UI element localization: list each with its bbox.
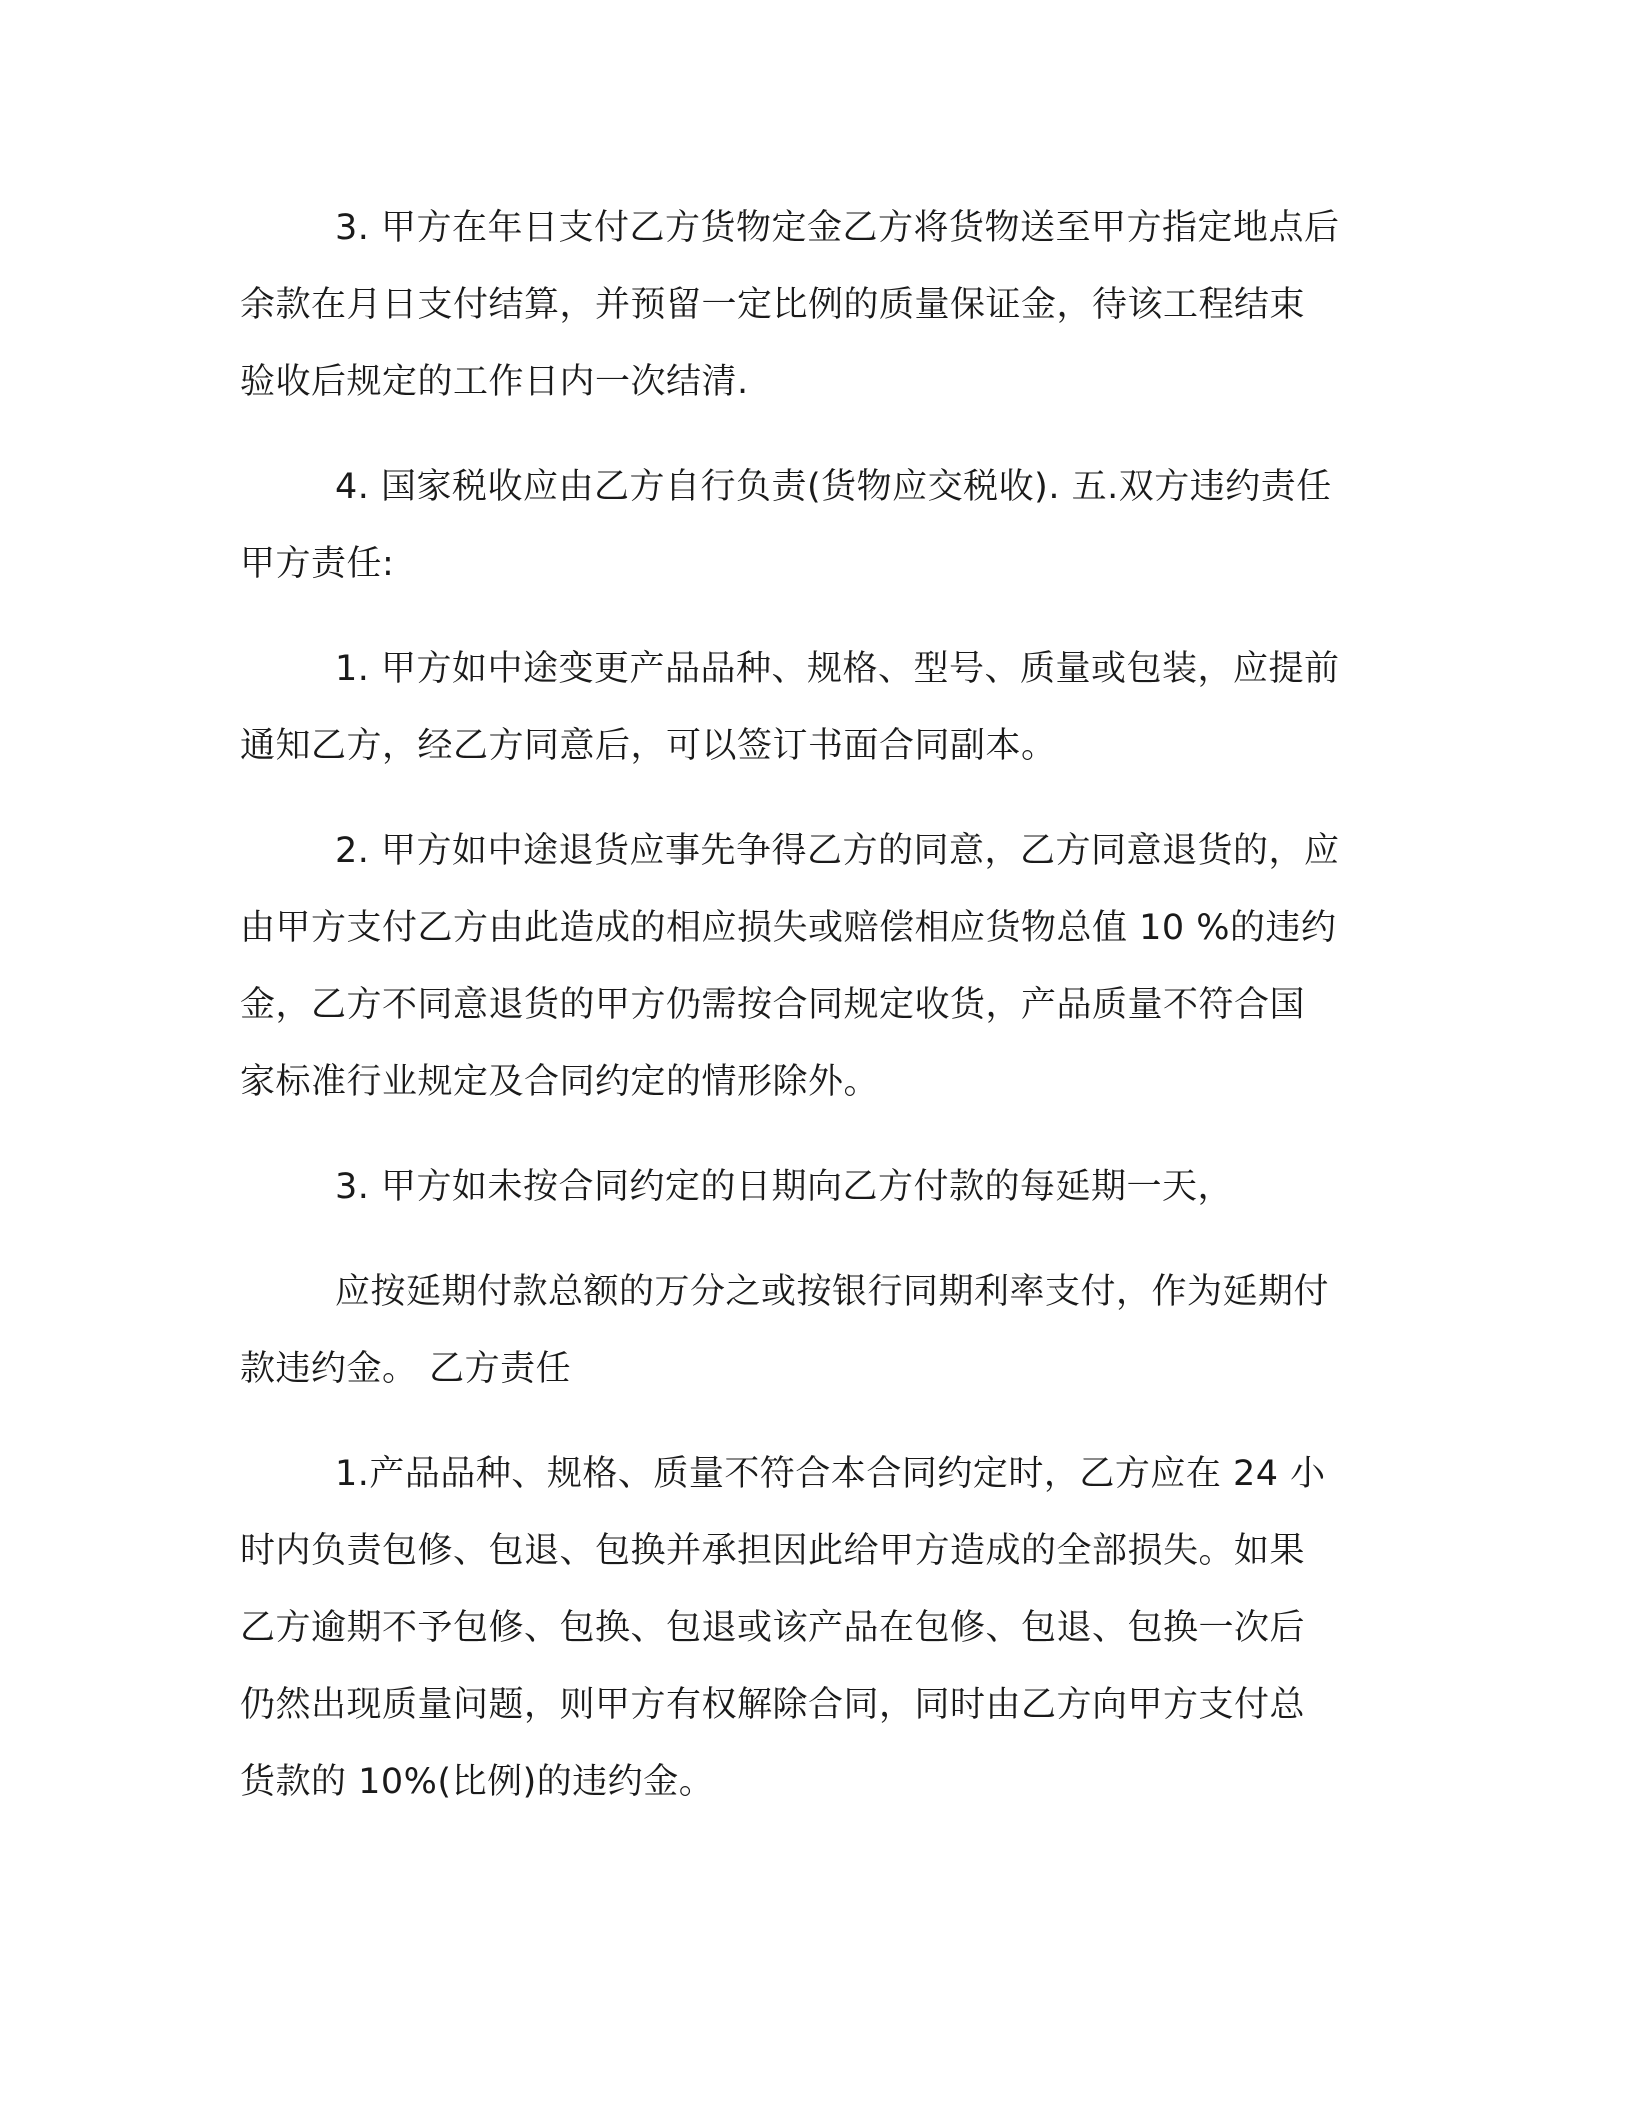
paragraph-payment-settlement — [240, 190, 1390, 421]
text-line: 乙方逾期不予包修、包换、包退或该产品在包修、包退、包换一次后 — [240, 1608, 1306, 1648]
text-line: 验收后规定的工作日内一次结清. — [240, 362, 749, 402]
text-line: 通知乙方，经乙方同意后，可以签订书面合同副本。 — [240, 726, 1057, 766]
paragraph-party-a-return — [240, 813, 1390, 1121]
text-line: 金，乙方不同意退货的甲方仍需按合同规定收货，产品质量不符合国 — [240, 985, 1306, 1025]
paragraph-late-payment-penalty — [240, 1254, 1390, 1408]
text-line: 仍然出现质量问题，则甲方有权解除合同，同时由乙方向甲方支付总 — [240, 1685, 1306, 1725]
paragraph-tax-and-liability — [240, 449, 1390, 603]
text-line: 时内负责包修、包退、包换并承担因此给甲方造成的全部损失。如果 — [240, 1531, 1306, 1571]
text-line: 应按延期付款总额的万分之或按银行同期利率支付，作为延期付 — [335, 1272, 1330, 1312]
text-line: 1. 甲方如中途变更产品品种、规格、型号、质量或包装，应提前 — [335, 649, 1340, 689]
text-line: 3. 甲方如未按合同约定的日期向乙方付款的每延期一天， — [335, 1167, 1234, 1207]
text-line: 款违约金。 乙方责任 — [240, 1349, 572, 1389]
text-line: 由甲方支付乙方由此造成的相应损失或赔偿相应货物总值 10 %的违约 — [240, 908, 1337, 948]
text-line: 家标准行业规定及合同约定的情形除外。 — [240, 1062, 880, 1102]
text-line: 余款在月日支付结算，并预留一定比例的质量保证金，待该工程结束 — [240, 285, 1306, 325]
paragraph-party-a-late-payment — [240, 1149, 1390, 1226]
paragraph-party-b-quality — [240, 1436, 1390, 1821]
contract-text — [240, 190, 1390, 1849]
text-line: 3. 甲方在年日支付乙方货物定金乙方将货物送至甲方指定地点后 — [335, 208, 1340, 248]
text-line: 甲方责任: — [240, 544, 395, 584]
text-line: 1.产品品种、规格、质量不符合本合同约定时，乙方应在 24 小 — [335, 1454, 1326, 1494]
text-line: 4. 国家税收应由乙方自行负责(货物应交税收). 五.双方违约责任 — [335, 467, 1332, 507]
text-line: 货款的 10%(比例)的违约金。 — [240, 1762, 715, 1802]
text-line: 2. 甲方如中途退货应事先争得乙方的同意，乙方同意退货的，应 — [335, 831, 1340, 871]
paragraph-party-a-change — [240, 631, 1390, 785]
